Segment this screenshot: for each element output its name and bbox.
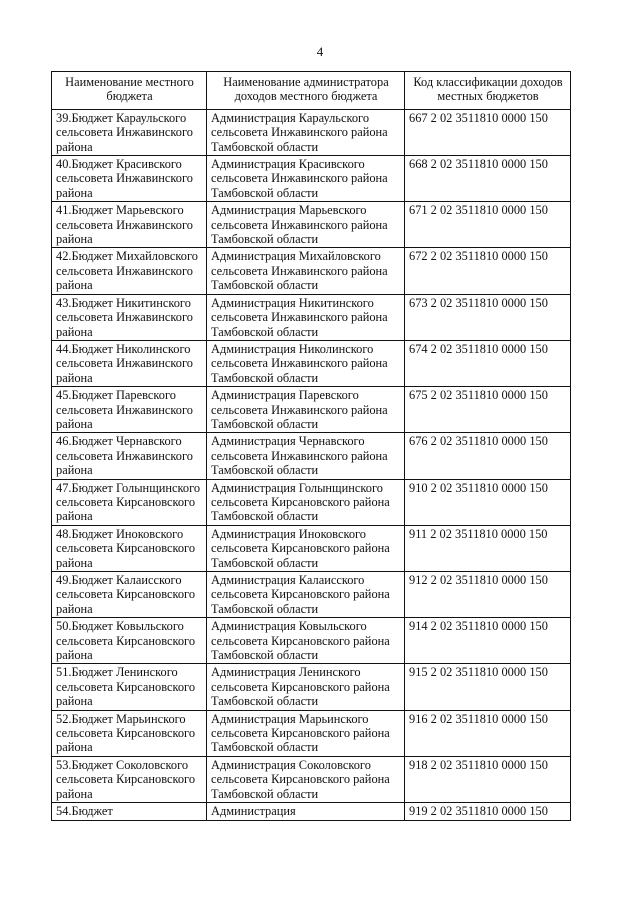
cell-classification-code: 671 2 02 3511810 0000 150 — [405, 202, 571, 248]
cell-classification-code: 672 2 02 3511810 0000 150 — [405, 248, 571, 294]
table-row — [52, 109, 571, 155]
cell-budget-name: 52.Бюджет Марьинского сельсовета Кирсановского района — [52, 710, 207, 756]
cell-budget-name: 47.Бюджет Голынщинского сельсовета Кирсановского района — [52, 479, 207, 525]
cell-classification-code: 673 2 02 3511810 0000 150 — [405, 294, 571, 340]
cell-budget-name: 50.Бюджет Ковыльского сельсовета Кирсановского района — [52, 618, 207, 664]
cell-administrator-name: Администрация Чернавского сельсовета Инжавинского района Тамбовской области — [207, 433, 405, 479]
cell-administrator-name: Администрация Никитинского сельсовета Инжавинского района Тамбовской области — [207, 294, 405, 340]
table-row — [52, 710, 571, 756]
cell-classification-code: 918 2 02 3511810 0000 150 — [405, 756, 571, 802]
cell-classification-code: 910 2 02 3511810 0000 150 — [405, 479, 571, 525]
cell-administrator-name: Администрация Марьинского сельсовета Кирсановского района Тамбовской области — [207, 710, 405, 756]
cell-budget-name: 39.Бюджет Караульского сельсовета Инжавинского района — [52, 109, 207, 155]
cell-administrator-name: Администрация Голынщинского сельсовета Кирсановского района Тамбовской области — [207, 479, 405, 525]
cell-classification-code: 675 2 02 3511810 0000 150 — [405, 387, 571, 433]
table-row — [52, 202, 571, 248]
table-header-row — [52, 72, 571, 110]
header-classification-code: Код классификации доходов местных бюджетов — [405, 72, 571, 110]
cell-administrator-name: Администрация Паревского сельсовета Инжавинского района Тамбовской области — [207, 387, 405, 433]
cell-administrator-name: Администрация Иноковского сельсовета Кирсановского района Тамбовской области — [207, 525, 405, 571]
cell-classification-code: 915 2 02 3511810 0000 150 — [405, 664, 571, 710]
table-row — [52, 248, 571, 294]
table-row — [52, 479, 571, 525]
table-row — [52, 618, 571, 664]
budget-revenue-table — [51, 71, 571, 821]
cell-administrator-name: Администрация Ленинского сельсовета Кирсановского района Тамбовской области — [207, 664, 405, 710]
cell-classification-code: 916 2 02 3511810 0000 150 — [405, 710, 571, 756]
cell-budget-name: 49.Бюджет Калаисского сельсовета Кирсановского района — [52, 572, 207, 618]
cell-administrator-name: Администрация Соколовского сельсовета Кирсановского района Тамбовской области — [207, 756, 405, 802]
cell-budget-name: 45.Бюджет Паревского сельсовета Инжавинского района — [52, 387, 207, 433]
cell-budget-name: 41.Бюджет Марьевского сельсовета Инжавинского района — [52, 202, 207, 248]
cell-budget-name: 53.Бюджет Соколовского сельсовета Кирсановского района — [52, 756, 207, 802]
cell-classification-code: 668 2 02 3511810 0000 150 — [405, 156, 571, 202]
cell-administrator-name: Администрация Караульского сельсовета Инжавинского района Тамбовской области — [207, 109, 405, 155]
cell-administrator-name: Администрация Калаисского сельсовета Кирсановского района Тамбовской области — [207, 572, 405, 618]
cell-budget-name: 42.Бюджет Михайловского сельсовета Инжавинского района — [52, 248, 207, 294]
table-row — [52, 156, 571, 202]
cell-administrator-name: Администрация — [207, 803, 405, 820]
table-row — [52, 803, 571, 820]
cell-classification-code: 914 2 02 3511810 0000 150 — [405, 618, 571, 664]
cell-classification-code: 674 2 02 3511810 0000 150 — [405, 340, 571, 386]
header-administrator-name: Наименование администратора доходов местного бюджета — [207, 72, 405, 110]
table-row — [52, 294, 571, 340]
cell-budget-name: 54.Бюджет — [52, 803, 207, 820]
table-row — [52, 387, 571, 433]
cell-administrator-name: Администрация Михайловского сельсовета Инжавинского района Тамбовской области — [207, 248, 405, 294]
cell-classification-code: 919 2 02 3511810 0000 150 — [405, 803, 571, 820]
table-row — [52, 340, 571, 386]
cell-classification-code: 676 2 02 3511810 0000 150 — [405, 433, 571, 479]
cell-budget-name: 51.Бюджет Ленинского сельсовета Кирсановского района — [52, 664, 207, 710]
cell-administrator-name: Администрация Красивского сельсовета Инжавинского района Тамбовской области — [207, 156, 405, 202]
page-number: 4 — [316, 44, 324, 59]
cell-classification-code: 911 2 02 3511810 0000 150 — [405, 525, 571, 571]
cell-administrator-name: Администрация Николинского сельсовета Инжавинского района Тамбовской области — [207, 340, 405, 386]
table-row — [52, 433, 571, 479]
cell-budget-name: 43.Бюджет Никитинского сельсовета Инжавинского района — [52, 294, 207, 340]
cell-classification-code: 912 2 02 3511810 0000 150 — [405, 572, 571, 618]
table-row — [52, 664, 571, 710]
cell-budget-name: 46.Бюджет Чернавского сельсовета Инжавинского района — [52, 433, 207, 479]
cell-budget-name: 44.Бюджет Николинского сельсовета Инжавинского района — [52, 340, 207, 386]
cell-administrator-name: Администрация Ковыльского сельсовета Кирсановского района Тамбовской области — [207, 618, 405, 664]
table-row — [52, 756, 571, 802]
cell-budget-name: 40.Бюджет Красивского сельсовета Инжавинского района — [52, 156, 207, 202]
table-row — [52, 525, 571, 571]
table-row — [52, 572, 571, 618]
cell-budget-name: 48.Бюджет Иноковского сельсовета Кирсановского района — [52, 525, 207, 571]
header-budget-name: Наименование местного бюджета — [52, 72, 207, 110]
cell-classification-code: 667 2 02 3511810 0000 150 — [405, 109, 571, 155]
cell-administrator-name: Администрация Марьевского сельсовета Инжавинского района Тамбовской области — [207, 202, 405, 248]
